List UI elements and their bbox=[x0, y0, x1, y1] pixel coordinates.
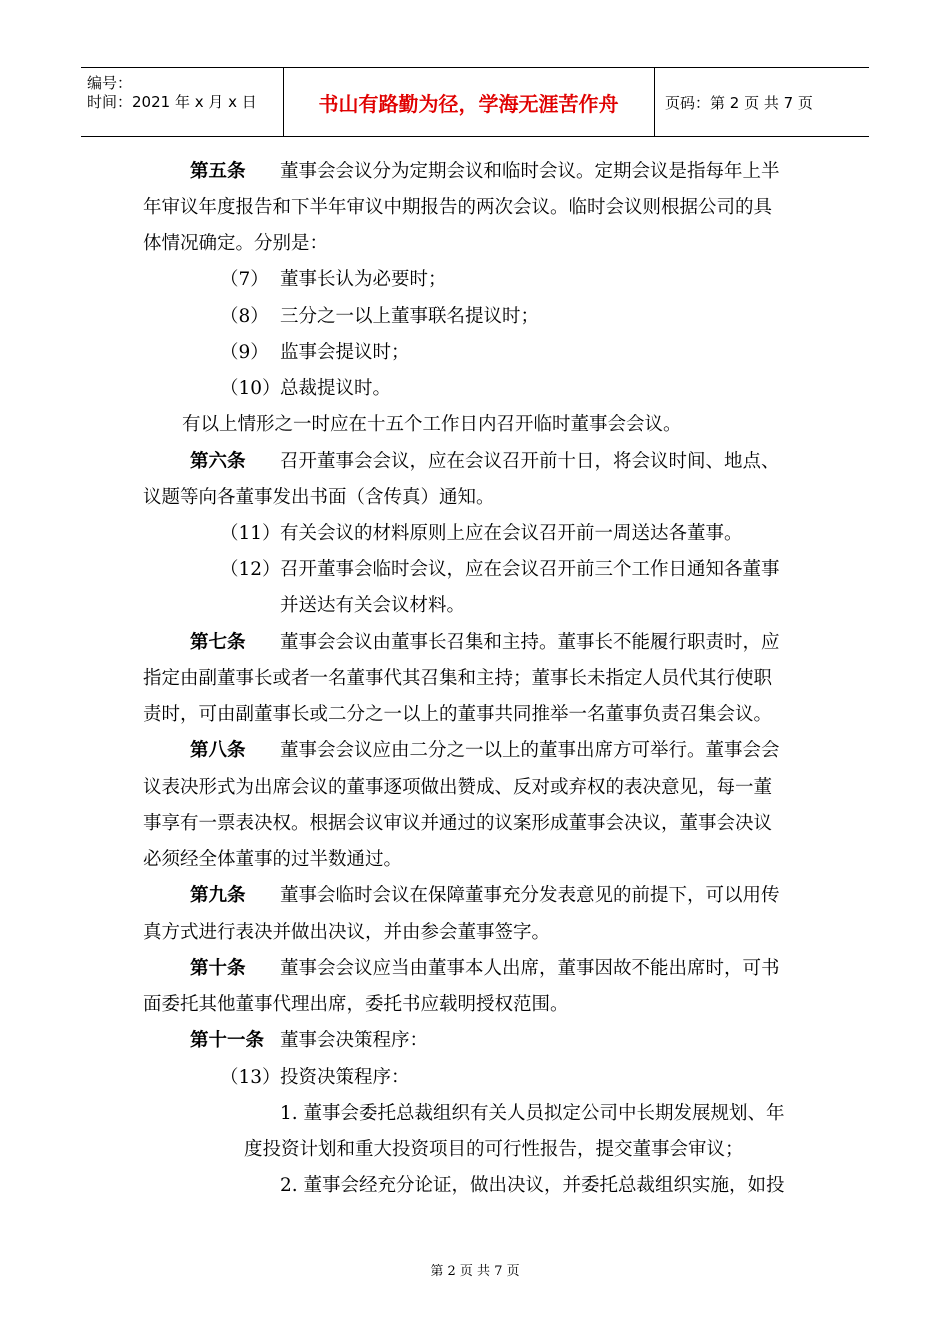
item-text: 三分之一以上董事联名提议时； bbox=[280, 306, 540, 327]
item-number: （13） bbox=[220, 1067, 281, 1088]
article-9-line: 董事会临时会议在保障董事充分发表意见的前提下，可以用传 bbox=[280, 885, 780, 906]
header-motto: 书山有路勤为径，学海无涯苦作舟 bbox=[283, 68, 655, 136]
page-header bbox=[81, 67, 869, 137]
item-text: 召开董事会临时会议，应在会议召开前三个工作日通知各董事 bbox=[280, 559, 780, 580]
item-text: 有关会议的材料原则上应在会议召开前一周送达各董事。 bbox=[280, 523, 743, 544]
article-10-line: 董事会会议应当由董事本人出席，董事因故不能出席时，可书 bbox=[280, 958, 780, 979]
article-8-line: 事享有一票表决权。根据会议审议并通过的议案形成董事会决议，董事会决议 bbox=[143, 813, 773, 834]
article-6-title: 第六条 bbox=[190, 451, 246, 472]
sub-item-line: 1. 董事会委托总裁组织有关人员拟定公司中长期发展规划、年 bbox=[280, 1103, 785, 1124]
article-9-title: 第九条 bbox=[190, 885, 246, 906]
article-5-line: 体情况确定。分别是： bbox=[143, 233, 329, 254]
article-8-title: 第八条 bbox=[190, 740, 246, 761]
article-9-line: 真方式进行表决并做出决议，并由参会董事签字。 bbox=[143, 922, 551, 943]
article-8-line: 董事会会议应由二分之一以上的董事出席方可举行。董事会会 bbox=[280, 740, 780, 761]
article-6-line: 召开董事会会议，应在会议召开前十日，将会议时间、地点、 bbox=[280, 451, 780, 472]
doc-number-label: 编号： bbox=[87, 74, 133, 92]
article-5-line: 董事会会议分为定期会议和临时会议。定期会议是指每年上半 bbox=[280, 161, 780, 182]
header-page-number: 页码：第 2 页 共 7 页 bbox=[665, 93, 813, 112]
sub-item-line: 2. 董事会经充分论证，做出决议，并委托总裁组织实施，如投 bbox=[280, 1175, 785, 1196]
item-text: 投资决策程序： bbox=[280, 1067, 410, 1088]
item-number: （8） bbox=[220, 306, 269, 327]
item-number: （9） bbox=[220, 342, 269, 363]
article-7-line: 董事会会议由董事长召集和主持。董事长不能履行职责时，应 bbox=[280, 632, 780, 653]
article-10-line: 面委托其他董事代理出席，委托书应载明授权范围。 bbox=[143, 994, 569, 1015]
article-7-line: 指定由副董事长或者一名董事代其召集和主持；董事长未指定人员代其行使职 bbox=[143, 668, 773, 689]
article-8-line: 必须经全体董事的过半数通过。 bbox=[143, 849, 403, 870]
article-5-title: 第五条 bbox=[190, 161, 246, 182]
article-5-line: 年审议年度报告和下半年审议中期报告的两次会议。临时会议则根据公司的具 bbox=[143, 197, 773, 218]
item-text: 总裁提议时。 bbox=[280, 378, 392, 399]
article-6-line: 议题等向各董事发出书面（含传真）通知。 bbox=[143, 487, 495, 508]
item-number: （12） bbox=[220, 559, 281, 580]
item-text: 并送达有关会议材料。 bbox=[280, 595, 466, 616]
header-meta-cell bbox=[81, 68, 284, 136]
article-10-title: 第十条 bbox=[190, 958, 246, 979]
article-11-line: 董事会决策程序： bbox=[280, 1030, 429, 1051]
sub-item-line: 度投资计划和重大投资项目的可行性报告，提交董事会审议； bbox=[244, 1139, 744, 1160]
item-text: 监事会提议时； bbox=[280, 342, 410, 363]
doc-date-label: 时间：2021 年 x 月 x 日 bbox=[87, 93, 257, 111]
page-footer: 第 2 页 共 7 页 bbox=[430, 1264, 520, 1279]
article-7-title: 第七条 bbox=[190, 632, 246, 653]
item-number: （7） bbox=[220, 269, 269, 290]
item-number: （10） bbox=[220, 378, 281, 399]
article-8-line: 议表决形式为出席会议的董事逐项做出赞成、反对或弃权的表决意见，每一董 bbox=[143, 777, 773, 798]
article-7-line: 责时，可由副董事长或二分之一以上的董事共同推举一名董事负责召集会议。 bbox=[143, 704, 773, 725]
item-text: 董事长认为必要时； bbox=[280, 269, 447, 290]
item-number: （11） bbox=[220, 523, 281, 544]
article-5-closing: 有以上情形之一时应在十五个工作日内召开临时董事会会议。 bbox=[182, 414, 682, 435]
article-11-title: 第十一条 bbox=[190, 1030, 265, 1051]
